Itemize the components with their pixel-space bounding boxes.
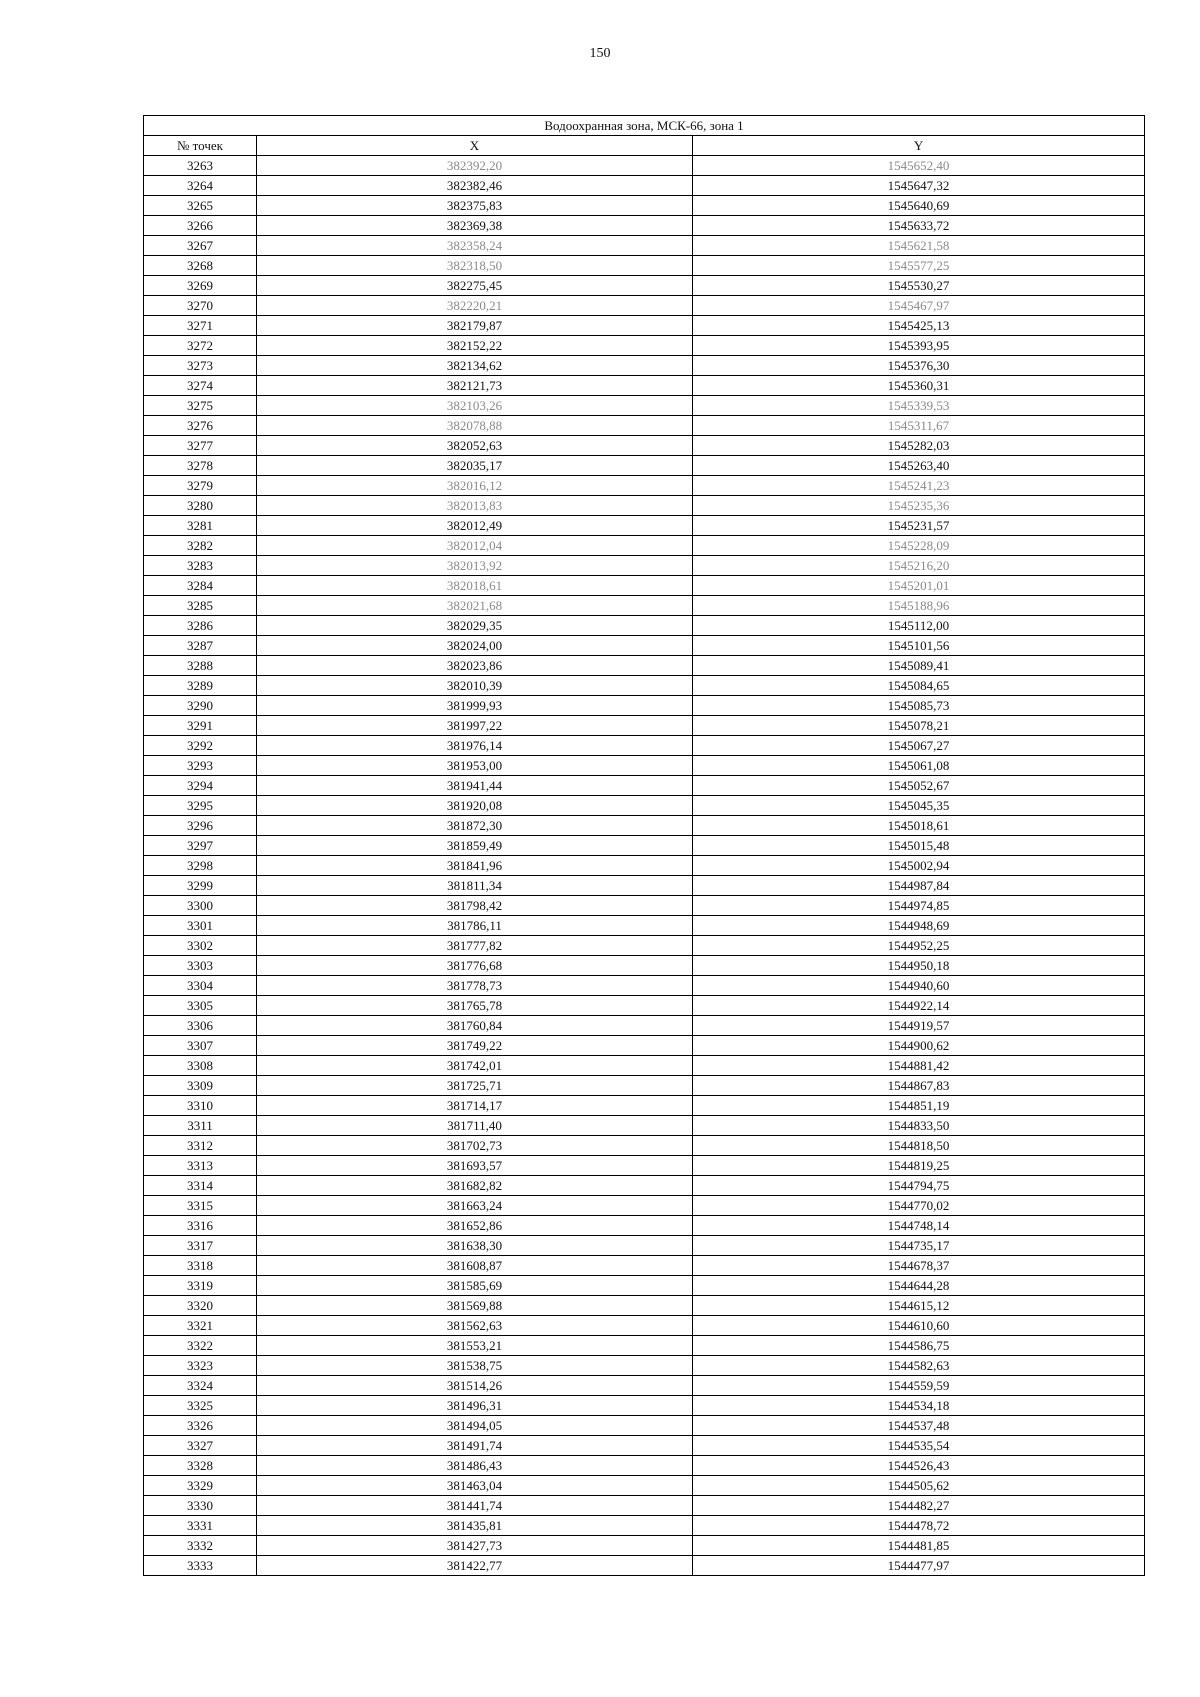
table-row	[144, 436, 1145, 456]
cell-x: 381702,73	[257, 1136, 693, 1156]
table-row	[144, 1016, 1145, 1036]
cell-x: 382220,21	[257, 296, 693, 316]
cell-y: 1544610,60	[693, 1316, 1145, 1336]
cell-point-number: 3277	[144, 436, 257, 456]
table-row	[144, 736, 1145, 756]
table-row	[144, 1236, 1145, 1256]
cell-x: 381976,14	[257, 736, 693, 756]
cell-point-number: 3306	[144, 1016, 257, 1036]
table-row	[144, 956, 1145, 976]
table-row	[144, 476, 1145, 496]
cell-x: 381997,22	[257, 716, 693, 736]
cell-x: 381872,30	[257, 816, 693, 836]
cell-y: 1544559,59	[693, 1376, 1145, 1396]
table-row	[144, 1316, 1145, 1336]
cell-x: 381841,96	[257, 856, 693, 876]
cell-x: 381585,69	[257, 1276, 693, 1296]
cell-point-number: 3295	[144, 796, 257, 816]
table-title-row	[144, 116, 1145, 136]
cell-y: 1544526,43	[693, 1456, 1145, 1476]
cell-x: 381711,40	[257, 1116, 693, 1136]
cell-x: 382013,92	[257, 556, 693, 576]
cell-point-number: 3315	[144, 1196, 257, 1216]
table-row	[144, 996, 1145, 1016]
table-row	[144, 156, 1145, 176]
cell-y: 1545376,30	[693, 356, 1145, 376]
table-row	[144, 696, 1145, 716]
cell-point-number: 3286	[144, 616, 257, 636]
cell-y: 1544948,69	[693, 916, 1145, 936]
table-row	[144, 836, 1145, 856]
cell-x: 381920,08	[257, 796, 693, 816]
cell-point-number: 3292	[144, 736, 257, 756]
cell-y: 1544851,19	[693, 1096, 1145, 1116]
cell-y: 1544770,02	[693, 1196, 1145, 1216]
table-row	[144, 976, 1145, 996]
table-row	[144, 516, 1145, 536]
cell-point-number: 3290	[144, 696, 257, 716]
table-row	[144, 256, 1145, 276]
table-row	[144, 1276, 1145, 1296]
cell-y: 1545228,09	[693, 536, 1145, 556]
cell-x: 382018,61	[257, 576, 693, 596]
cell-y: 1544478,72	[693, 1516, 1145, 1536]
table-row	[144, 216, 1145, 236]
cell-x: 382134,62	[257, 356, 693, 376]
cell-x: 382035,17	[257, 456, 693, 476]
table-row	[144, 1216, 1145, 1236]
table-row	[144, 236, 1145, 256]
cell-x: 382275,45	[257, 276, 693, 296]
cell-y: 1545621,58	[693, 236, 1145, 256]
cell-x: 381765,78	[257, 996, 693, 1016]
cell-point-number: 3309	[144, 1076, 257, 1096]
cell-point-number: 3301	[144, 916, 257, 936]
cell-point-number: 3265	[144, 196, 257, 216]
cell-x: 382078,88	[257, 416, 693, 436]
cell-x: 381725,71	[257, 1076, 693, 1096]
cell-y: 1545015,48	[693, 836, 1145, 856]
cell-x: 381435,81	[257, 1516, 693, 1536]
table-row	[144, 1396, 1145, 1416]
cell-x: 382012,49	[257, 516, 693, 536]
cell-point-number: 3313	[144, 1156, 257, 1176]
cell-point-number: 3332	[144, 1536, 257, 1556]
table-row	[144, 816, 1145, 836]
cell-point-number: 3287	[144, 636, 257, 656]
cell-x: 381491,74	[257, 1436, 693, 1456]
table-body	[144, 156, 1145, 1576]
table-row	[144, 656, 1145, 676]
table-row	[144, 1556, 1145, 1576]
cell-point-number: 3297	[144, 836, 257, 856]
cell-y: 1544833,50	[693, 1116, 1145, 1136]
cell-point-number: 3278	[144, 456, 257, 476]
cell-x: 381941,44	[257, 776, 693, 796]
cell-y: 1544537,48	[693, 1416, 1145, 1436]
cell-y: 1545339,53	[693, 396, 1145, 416]
cell-y: 1544922,14	[693, 996, 1145, 1016]
cell-x: 382318,50	[257, 256, 693, 276]
table-row	[144, 676, 1145, 696]
cell-point-number: 3279	[144, 476, 257, 496]
table-row	[144, 1496, 1145, 1516]
cell-y: 1544582,63	[693, 1356, 1145, 1376]
table-row	[144, 1176, 1145, 1196]
table-row	[144, 1196, 1145, 1216]
cell-x: 381776,68	[257, 956, 693, 976]
cell-x: 382358,24	[257, 236, 693, 256]
table-row	[144, 716, 1145, 736]
cell-y: 1545045,35	[693, 796, 1145, 816]
table-row	[144, 1036, 1145, 1056]
cell-y: 1544974,85	[693, 896, 1145, 916]
cell-point-number: 3328	[144, 1456, 257, 1476]
table-row	[144, 536, 1145, 556]
cell-y: 1545577,25	[693, 256, 1145, 276]
cell-y: 1545282,03	[693, 436, 1145, 456]
cell-point-number: 3293	[144, 756, 257, 776]
cell-y: 1544900,62	[693, 1036, 1145, 1056]
cell-point-number: 3307	[144, 1036, 257, 1056]
cell-y: 1544987,84	[693, 876, 1145, 896]
cell-x: 381798,42	[257, 896, 693, 916]
cell-y: 1545425,13	[693, 316, 1145, 336]
cell-y: 1544534,18	[693, 1396, 1145, 1416]
cell-x: 382179,87	[257, 316, 693, 336]
cell-y: 1545188,96	[693, 596, 1145, 616]
cell-point-number: 3302	[144, 936, 257, 956]
cell-y: 1545652,40	[693, 156, 1145, 176]
table-row	[144, 1416, 1145, 1436]
cell-point-number: 3324	[144, 1376, 257, 1396]
cell-x: 381652,86	[257, 1216, 693, 1236]
cell-point-number: 3274	[144, 376, 257, 396]
cell-x: 382382,46	[257, 176, 693, 196]
cell-point-number: 3284	[144, 576, 257, 596]
table-row	[144, 1476, 1145, 1496]
cell-point-number: 3308	[144, 1056, 257, 1076]
cell-y: 1545078,21	[693, 716, 1145, 736]
cell-y: 1544482,27	[693, 1496, 1145, 1516]
cell-x: 382369,38	[257, 216, 693, 236]
table-row	[144, 1116, 1145, 1136]
cell-point-number: 3316	[144, 1216, 257, 1236]
cell-point-number: 3323	[144, 1356, 257, 1376]
cell-x: 381569,88	[257, 1296, 693, 1316]
table-row	[144, 876, 1145, 896]
coordinates-table	[143, 115, 1145, 1576]
cell-point-number: 3325	[144, 1396, 257, 1416]
cell-y: 1544481,85	[693, 1536, 1145, 1556]
column-header-y: Y	[693, 136, 1145, 156]
cell-x: 381638,30	[257, 1236, 693, 1256]
cell-x: 381496,31	[257, 1396, 693, 1416]
table-row	[144, 756, 1145, 776]
table-row	[144, 496, 1145, 516]
cell-x: 381663,24	[257, 1196, 693, 1216]
table-row	[144, 576, 1145, 596]
cell-point-number: 3331	[144, 1516, 257, 1536]
cell-y: 1545201,01	[693, 576, 1145, 596]
cell-point-number: 3276	[144, 416, 257, 436]
cell-x: 382103,26	[257, 396, 693, 416]
cell-y: 1545216,20	[693, 556, 1145, 576]
cell-point-number: 3281	[144, 516, 257, 536]
table-row	[144, 1076, 1145, 1096]
cell-y: 1545085,73	[693, 696, 1145, 716]
table-row	[144, 356, 1145, 376]
cell-point-number: 3326	[144, 1416, 257, 1436]
cell-y: 1544615,12	[693, 1296, 1145, 1316]
table-row	[144, 1096, 1145, 1116]
table-row	[144, 1356, 1145, 1376]
cell-point-number: 3289	[144, 676, 257, 696]
table-title: Водоохранная зона, МСК-66, зона 1	[144, 116, 1145, 136]
table-row	[144, 616, 1145, 636]
cell-y: 1544794,75	[693, 1176, 1145, 1196]
cell-y: 1545061,08	[693, 756, 1145, 776]
cell-y: 1544535,54	[693, 1436, 1145, 1456]
cell-x: 382023,86	[257, 656, 693, 676]
table-row	[144, 1056, 1145, 1076]
cell-y: 1545393,95	[693, 336, 1145, 356]
cell-y: 1545084,65	[693, 676, 1145, 696]
cell-y: 1544950,18	[693, 956, 1145, 976]
table-row	[144, 776, 1145, 796]
cell-y: 1545530,27	[693, 276, 1145, 296]
cell-x: 382121,73	[257, 376, 693, 396]
cell-x: 381786,11	[257, 916, 693, 936]
table-row	[144, 856, 1145, 876]
cell-x: 381749,22	[257, 1036, 693, 1056]
table-row	[144, 1376, 1145, 1396]
cell-x: 382375,83	[257, 196, 693, 216]
table-row	[144, 316, 1145, 336]
cell-point-number: 3267	[144, 236, 257, 256]
table-row	[144, 596, 1145, 616]
cell-x: 381494,05	[257, 1416, 693, 1436]
cell-point-number: 3273	[144, 356, 257, 376]
cell-point-number: 3303	[144, 956, 257, 976]
table-row	[144, 1136, 1145, 1156]
cell-point-number: 3282	[144, 536, 257, 556]
cell-point-number: 3305	[144, 996, 257, 1016]
cell-x: 381427,73	[257, 1536, 693, 1556]
cell-y: 1544867,83	[693, 1076, 1145, 1096]
cell-x: 381553,21	[257, 1336, 693, 1356]
table-row	[144, 1436, 1145, 1456]
cell-x: 381742,01	[257, 1056, 693, 1076]
cell-point-number: 3310	[144, 1096, 257, 1116]
table-row	[144, 416, 1145, 436]
cell-point-number: 3275	[144, 396, 257, 416]
cell-y: 1544477,97	[693, 1556, 1145, 1576]
cell-y: 1545018,61	[693, 816, 1145, 836]
cell-x: 381999,93	[257, 696, 693, 716]
table-row	[144, 456, 1145, 476]
cell-point-number: 3300	[144, 896, 257, 916]
cell-point-number: 3329	[144, 1476, 257, 1496]
cell-x: 382021,68	[257, 596, 693, 616]
column-header-point-number: № точек	[144, 136, 257, 156]
cell-y: 1545101,56	[693, 636, 1145, 656]
cell-x: 381463,04	[257, 1476, 693, 1496]
cell-x: 382010,39	[257, 676, 693, 696]
cell-y: 1545052,67	[693, 776, 1145, 796]
cell-point-number: 3291	[144, 716, 257, 736]
cell-y: 1544819,25	[693, 1156, 1145, 1176]
table-row	[144, 176, 1145, 196]
cell-y: 1545647,32	[693, 176, 1145, 196]
table-row	[144, 376, 1145, 396]
cell-x: 382013,83	[257, 496, 693, 516]
cell-point-number: 3312	[144, 1136, 257, 1156]
cell-x: 381562,63	[257, 1316, 693, 1336]
table-row	[144, 396, 1145, 416]
cell-point-number: 3311	[144, 1116, 257, 1136]
cell-y: 1545360,31	[693, 376, 1145, 396]
cell-point-number: 3304	[144, 976, 257, 996]
cell-x: 381811,34	[257, 876, 693, 896]
cell-x: 381514,26	[257, 1376, 693, 1396]
cell-point-number: 3264	[144, 176, 257, 196]
table-row	[144, 1296, 1145, 1316]
cell-x: 381422,77	[257, 1556, 693, 1576]
cell-y: 1545467,97	[693, 296, 1145, 316]
cell-y: 1545640,69	[693, 196, 1145, 216]
cell-point-number: 3298	[144, 856, 257, 876]
table-header-row	[144, 136, 1145, 156]
table-row	[144, 896, 1145, 916]
cell-x: 381760,84	[257, 1016, 693, 1036]
cell-point-number: 3330	[144, 1496, 257, 1516]
cell-x: 381608,87	[257, 1256, 693, 1276]
cell-x: 381777,82	[257, 936, 693, 956]
cell-x: 381953,00	[257, 756, 693, 776]
cell-point-number: 3333	[144, 1556, 257, 1576]
cell-point-number: 3288	[144, 656, 257, 676]
cell-point-number: 3266	[144, 216, 257, 236]
cell-x: 382392,20	[257, 156, 693, 176]
table-row	[144, 1516, 1145, 1536]
cell-point-number: 3317	[144, 1236, 257, 1256]
cell-x: 381441,74	[257, 1496, 693, 1516]
cell-y: 1544940,60	[693, 976, 1145, 996]
cell-point-number: 3299	[144, 876, 257, 896]
cell-x: 381538,75	[257, 1356, 693, 1376]
cell-y: 1544818,50	[693, 1136, 1145, 1156]
cell-x: 381859,49	[257, 836, 693, 856]
page-number: 150	[589, 46, 611, 61]
cell-point-number: 3270	[144, 296, 257, 316]
cell-y: 1544678,37	[693, 1256, 1145, 1276]
cell-y: 1545241,23	[693, 476, 1145, 496]
cell-y: 1545002,94	[693, 856, 1145, 876]
column-header-x: X	[257, 136, 693, 156]
cell-x: 382029,35	[257, 616, 693, 636]
cell-y: 1544505,62	[693, 1476, 1145, 1496]
cell-x: 382012,04	[257, 536, 693, 556]
table-row	[144, 296, 1145, 316]
table-row	[144, 276, 1145, 296]
cell-y: 1544919,57	[693, 1016, 1145, 1036]
cell-point-number: 3269	[144, 276, 257, 296]
cell-point-number: 3314	[144, 1176, 257, 1196]
cell-point-number: 3294	[144, 776, 257, 796]
cell-y: 1545633,72	[693, 216, 1145, 236]
cell-x: 382052,63	[257, 436, 693, 456]
table-row	[144, 1456, 1145, 1476]
cell-x: 381682,82	[257, 1176, 693, 1196]
cell-point-number: 3327	[144, 1436, 257, 1456]
cell-y: 1545231,57	[693, 516, 1145, 536]
cell-x: 382016,12	[257, 476, 693, 496]
table-row	[144, 916, 1145, 936]
cell-point-number: 3271	[144, 316, 257, 336]
cell-y: 1544644,28	[693, 1276, 1145, 1296]
table-row	[144, 1536, 1145, 1556]
cell-point-number: 3321	[144, 1316, 257, 1336]
cell-x: 381778,73	[257, 976, 693, 996]
cell-y: 1544952,25	[693, 936, 1145, 956]
cell-point-number: 3263	[144, 156, 257, 176]
table-row	[144, 936, 1145, 956]
cell-y: 1545235,36	[693, 496, 1145, 516]
table-row	[144, 196, 1145, 216]
cell-y: 1545311,67	[693, 416, 1145, 436]
table-row	[144, 796, 1145, 816]
cell-point-number: 3319	[144, 1276, 257, 1296]
cell-y: 1544735,17	[693, 1236, 1145, 1256]
cell-point-number: 3268	[144, 256, 257, 276]
table-row	[144, 556, 1145, 576]
table-row	[144, 1256, 1145, 1276]
cell-x: 382152,22	[257, 336, 693, 356]
cell-y: 1545263,40	[693, 456, 1145, 476]
cell-point-number: 3318	[144, 1256, 257, 1276]
cell-x: 381714,17	[257, 1096, 693, 1116]
cell-point-number: 3320	[144, 1296, 257, 1316]
cell-x: 381486,43	[257, 1456, 693, 1476]
cell-y: 1544881,42	[693, 1056, 1145, 1076]
cell-point-number: 3283	[144, 556, 257, 576]
cell-y: 1545067,27	[693, 736, 1145, 756]
table-row	[144, 636, 1145, 656]
cell-y: 1545112,00	[693, 616, 1145, 636]
table-row	[144, 336, 1145, 356]
cell-x: 381693,57	[257, 1156, 693, 1176]
cell-point-number: 3285	[144, 596, 257, 616]
cell-x: 382024,00	[257, 636, 693, 656]
cell-y: 1544748,14	[693, 1216, 1145, 1236]
table-row	[144, 1336, 1145, 1356]
cell-y: 1545089,41	[693, 656, 1145, 676]
cell-point-number: 3272	[144, 336, 257, 356]
cell-point-number: 3280	[144, 496, 257, 516]
cell-y: 1544586,75	[693, 1336, 1145, 1356]
table-row	[144, 1156, 1145, 1176]
cell-point-number: 3296	[144, 816, 257, 836]
cell-point-number: 3322	[144, 1336, 257, 1356]
